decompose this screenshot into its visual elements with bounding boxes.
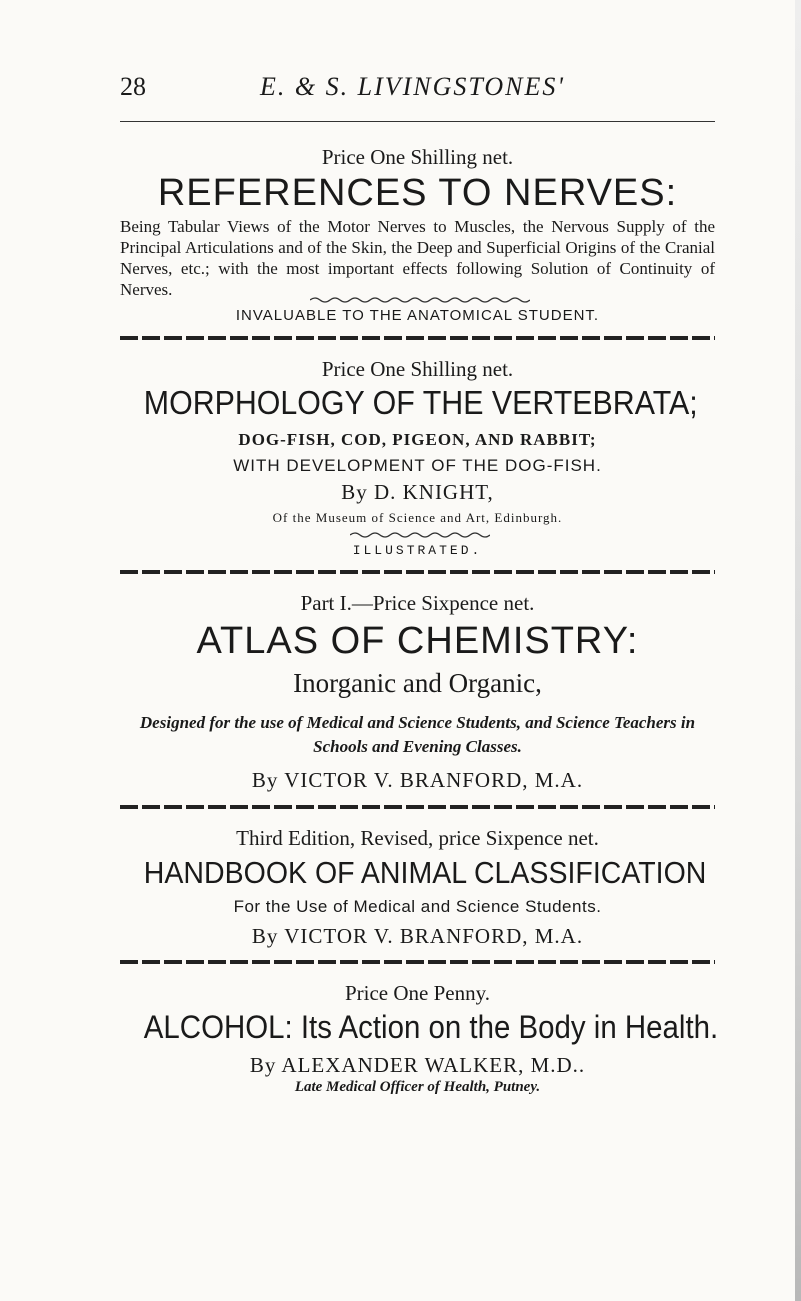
ad5-price: Price One Penny. [344, 981, 491, 1005]
ad2-title: MORPHOLOGY OF THE VERTEBRATA; [143, 384, 698, 421]
ad1-tagline: INVALUABLE TO THE ANATOMICAL STUDENT. [235, 307, 600, 324]
page-number: 28 [120, 72, 146, 101]
ad3-subtitle: Inorganic and Organic, [293, 668, 542, 698]
ad2-affiliation: Of the Museum of Science and Art, Edinburgh. [272, 510, 563, 525]
ad2-price: Price One Shilling net. [321, 357, 514, 381]
ad1-wavy-ornament [310, 296, 530, 304]
ad5-affiliation: Late Medical Officer of Health, Putney. [294, 1079, 541, 1095]
ad3-title: ATLAS OF CHEMISTRY: [196, 620, 639, 662]
ad1-title: REFERENCES TO NERVES: [157, 172, 678, 214]
ad3-description: Designed for the use of Medical and Science Students, and Science Teachers in Schools and Evening Classes. [139, 713, 696, 756]
ad4-title: HANDBOOK OF ANIMAL CLASSIFICATION [143, 855, 707, 890]
ad2-wavy-ornament [350, 531, 490, 539]
header-rule [120, 121, 715, 122]
ad2-byline: By D. KNIGHT, [341, 480, 494, 504]
ad1-price: Price One Shilling net. [321, 145, 514, 169]
ad2-illustrated-note: ILLUSTRATED. [352, 543, 483, 558]
ad1-divider [120, 336, 715, 340]
ad4-price: Third Edition, Revised, price Sixpence net. [236, 826, 599, 850]
ad3-price: Part I.—Price Sixpence net. [300, 591, 535, 615]
ad5-byline: By ALEXANDER WALKER, M.D.. [249, 1053, 586, 1077]
page-edge-shadow [795, 0, 801, 1301]
page-header [120, 72, 720, 112]
ad2-divider [120, 570, 715, 574]
ad4-subtitle: For the Use of Medical and Science Students. [233, 897, 602, 916]
ad3-divider [120, 805, 715, 809]
ad3-byline: By VICTOR V. BRANFORD, M.A. [251, 768, 584, 792]
ad2-subtitle: DOG-FISH, COD, PIGEON, AND RABBIT; [238, 430, 597, 449]
ad5-title: ALCOHOL: Its Action on the Body in Health. [143, 1009, 719, 1045]
running-title: E. & S. LIVINGSTONES' [260, 72, 565, 101]
ad1-description: Being Tabular Views of the Motor Nerves to Muscles, the Nervous Supply of the Principal Articulations and of the Skin, the Deep and Superficial Origins of the Cranial Nerves, etc.; with the most important effects following Solution of Continuity of Nerves. [120, 217, 715, 299]
ad4-divider [120, 960, 715, 964]
ad4-byline: By VICTOR V. BRANFORD, M.A. [251, 924, 584, 948]
ad2-subtitle-2: WITH DEVELOPMENT OF THE DOG-FISH. [233, 456, 602, 475]
